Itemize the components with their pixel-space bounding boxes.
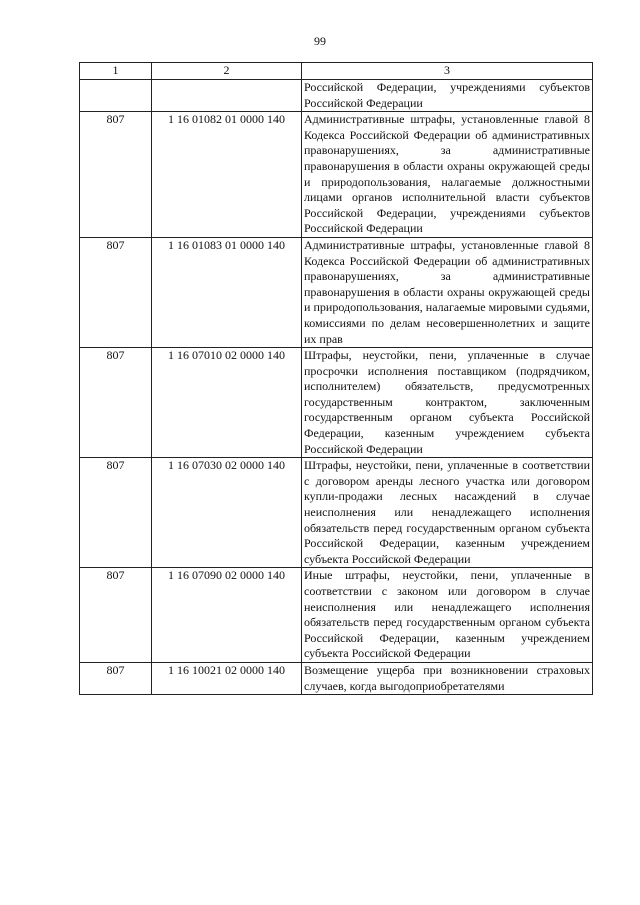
- revenue-code-cell: 1 16 07030 02 0000 140: [152, 458, 302, 568]
- column-header-2: 2: [152, 63, 302, 80]
- description-cell: Штрафы, неустойки, пени, уплаченные в соответствии с договором аренды лесного участка или договором купли-продажи лесных насаждений в случае неисполнения или ненадлежащего исполнения обязательств перед государственным органом субъекта Российской Федерации, казенным учреждением субъекта Российской Федерации: [302, 458, 593, 568]
- revenue-code-cell: 1 16 10021 02 0000 140: [152, 662, 302, 694]
- revenue-code-cell: 1 16 07090 02 0000 140: [152, 568, 302, 663]
- admin-code-cell: 807: [80, 348, 152, 458]
- admin-code-cell: 807: [80, 568, 152, 663]
- description-cell: Иные штрафы, неустойки, пени, уплаченные в соответствии с законом или договором в случае неисполнения или ненадлежащего исполнения обязательств перед государственным органом субъекта Российской Федерации, казенным учреждением субъекта Российской Федерации: [302, 568, 593, 663]
- table-row: [80, 348, 593, 458]
- revenue-code-cell: [152, 80, 302, 112]
- table-row: [80, 662, 593, 694]
- budget-codes-table: [79, 62, 593, 695]
- description-cell: Административные штрафы, установленные главой 8 Кодекса Российской Федерации об административных правонарушениях, за административные правонарушения в области охраны окружающей среды и природопользования, налагаемые должностными лицами органов исполнительной власти субъектов Российской Федерации, учреждениями субъектов Российской Федерации: [302, 112, 593, 238]
- admin-code-cell: 807: [80, 112, 152, 238]
- admin-code-cell: 807: [80, 458, 152, 568]
- revenue-code-cell: 1 16 01082 01 0000 140: [152, 112, 302, 238]
- admin-code-cell: 807: [80, 237, 152, 347]
- admin-code-cell: 807: [80, 662, 152, 694]
- admin-code-cell: [80, 80, 152, 112]
- table-row: [80, 237, 593, 347]
- table-row: [80, 458, 593, 568]
- column-header-1: 1: [80, 63, 152, 80]
- revenue-code-cell: 1 16 07010 02 0000 140: [152, 348, 302, 458]
- description-cell: Административные штрафы, установленные главой 8 Кодекса Российской Федерации об административных правонарушениях, за административные правонарушения в области охраны окружающей среды и природопользования, налагаемые мировыми судьями, комиссиями по делам несовершеннолетних и защите их прав: [302, 237, 593, 347]
- description-cell: Штрафы, неустойки, пени, уплаченные в случае просрочки исполнения поставщиком (подрядчиком, исполнителем) обязательств, предусмотренных государственным контрактом, заключенным государственным органом субъекта Российской Федерации, казенным учреждением субъекта Российской Федерации: [302, 348, 593, 458]
- revenue-code-cell: 1 16 01083 01 0000 140: [152, 237, 302, 347]
- table-row: [80, 568, 593, 663]
- column-header-3: 3: [302, 63, 593, 80]
- table-header-row: [80, 63, 593, 80]
- table-row: [80, 80, 593, 112]
- description-cell: Возмещение ущерба при возникновении страховых случаев, когда выгодоприобретателями: [302, 662, 593, 694]
- page-number: 99: [314, 34, 326, 48]
- table-row: [80, 112, 593, 238]
- description-cell: Российской Федерации, учреждениями субъектов Российской Федерации: [302, 80, 593, 112]
